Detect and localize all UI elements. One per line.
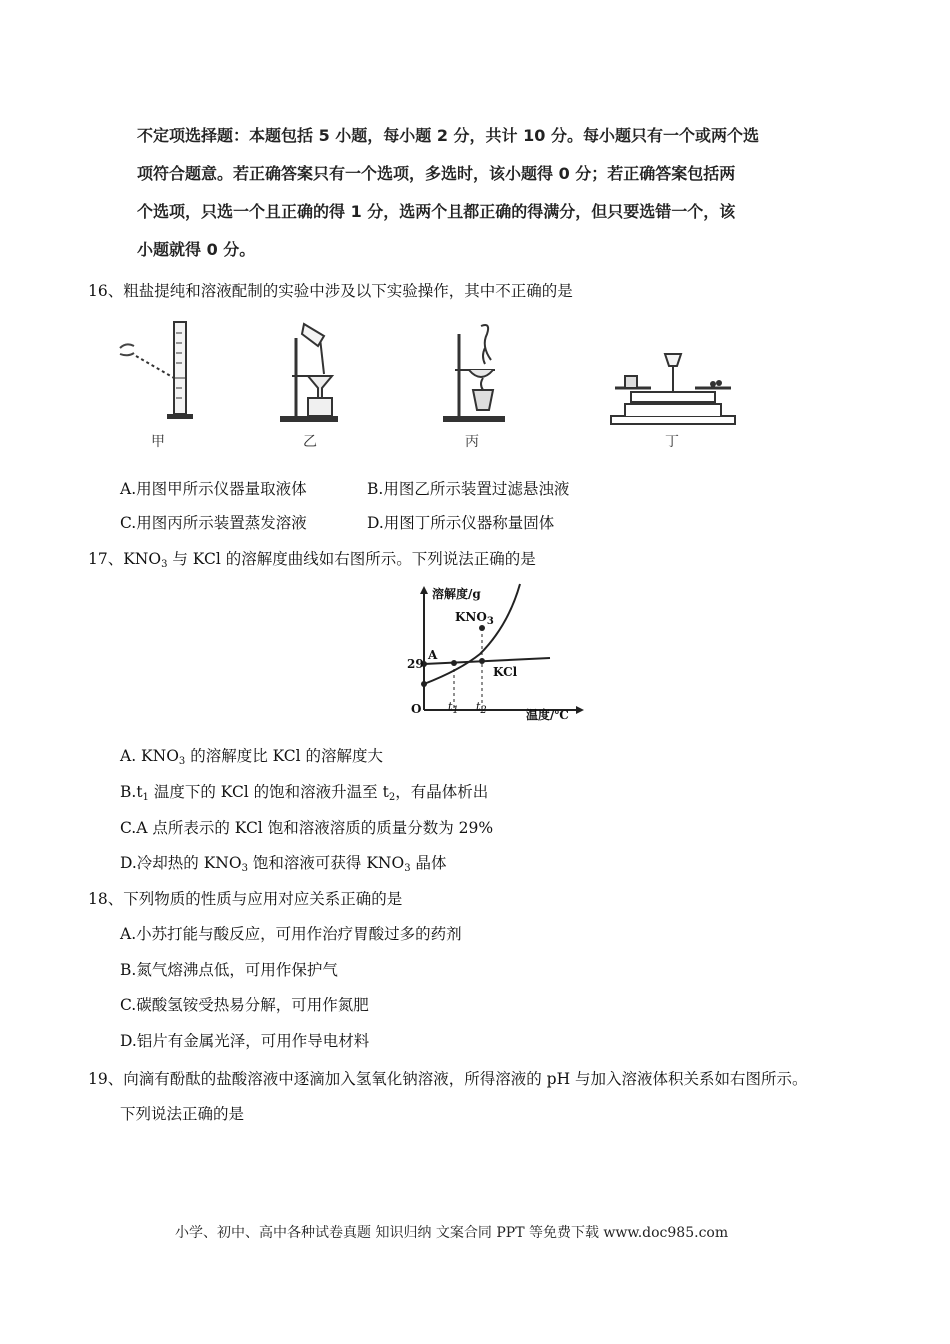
- chart-y-tick-29: 29: [407, 657, 424, 671]
- q17-option-b: $B.t_1$ 温度下的 KCl 的饱和溶液升温至 $t_2$，有晶体析出: [120, 783, 489, 803]
- instructions-line-4: 小题就得 0 分。: [137, 240, 256, 259]
- question-19-stem: 19、向滴有酚酞的盐酸溶液中逐滴加入氢氧化钠溶液，所得溶液的 pH 与加入溶液体积关系如右图所示。: [88, 1070, 808, 1088]
- instructions-line-1: 不定项选择题：本题包括 5 小题，每小题 2 分，共计 10 分。每小题只有一个或两个选: [137, 126, 759, 145]
- chart-kcl-label: KCl: [493, 665, 518, 679]
- question-19-stem-line-2: 下列说法正确的是: [120, 1105, 245, 1123]
- q17-option-d: D.冷却热的 $KNO_3$ 饱和溶液可获得 $KNO_3$ 晶体: [120, 854, 447, 874]
- figure-jia-graduated-cylinder: [112, 318, 202, 428]
- chart-kno3-label: $KNO_3$: [455, 610, 494, 627]
- kcl-curve: [424, 658, 550, 664]
- q16-option-d: D.用图丁所示仪器称量固体: [367, 514, 555, 532]
- chart-origin: O: [411, 702, 422, 716]
- caption-ding: 丁: [665, 434, 679, 450]
- question-16-stem: 16、粗盐提纯和溶液配制的实验中涉及以下实验操作，其中不正确的是: [88, 282, 573, 300]
- chart-t1: $t_1$: [448, 700, 459, 716]
- q16-option-b: B.用图乙所示装置过滤悬浊液: [367, 480, 570, 498]
- chart-ylabel: 溶解度/g: [432, 587, 481, 601]
- instructions-line-2: 项符合题意。若正确答案只有一个选项，多选时，该小题得 0 分；若正确答案包括两: [137, 164, 736, 183]
- instructions-line-3: 个选项，只选一个且正确的得 1 分，选两个且都正确的得满分，但只要选错一个，该: [137, 202, 736, 221]
- chart-t2: $t_2$: [476, 700, 487, 716]
- q18-option-b: B.氮气熔沸点低，可用作保护气: [120, 961, 338, 979]
- q16-option-a: A.用图甲所示仪器量取液体: [120, 480, 307, 498]
- question-17-stem: 17、$KNO_3$ 与 KCl 的溶解度曲线如右图所示。下列说法正确的是: [88, 550, 536, 570]
- footer-text: 小学、初中、高中各种试卷真题 知识归纳 文案合同 PPT 等免费下载 www.doc985.com: [175, 1225, 729, 1241]
- q17-option-c: C.A 点所表示的 KCl 饱和溶液溶质的质量分数为 29%: [120, 819, 494, 837]
- chart-point-a-label: A: [428, 648, 438, 662]
- q16-option-c: C.用图丙所示装置蒸发溶液: [120, 514, 307, 532]
- question-18-stem: 18、下列物质的性质与应用对应关系正确的是: [88, 890, 403, 908]
- q17-option-a: A. $KNO_3$ 的溶解度比 KCl 的溶解度大: [120, 747, 384, 767]
- q18-option-d: D.铝片有金属光泽，可用作导电材料: [120, 1032, 370, 1050]
- q18-option-a: A.小苏打能与酸反应，可用作治疗胃酸过多的药剂: [120, 925, 462, 943]
- q18-option-c: C.碳酸氢铵受热易分解，可用作氮肥: [120, 996, 369, 1014]
- caption-yi: 乙: [303, 434, 317, 450]
- chart-xlabel: 温度/℃: [526, 708, 569, 722]
- caption-jia: 甲: [151, 434, 165, 450]
- figure-bing-evaporation: [437, 318, 517, 428]
- caption-bing: 丙: [465, 434, 479, 450]
- figure-ding-balance: [605, 350, 740, 430]
- figure-yi-filtration: [272, 318, 347, 428]
